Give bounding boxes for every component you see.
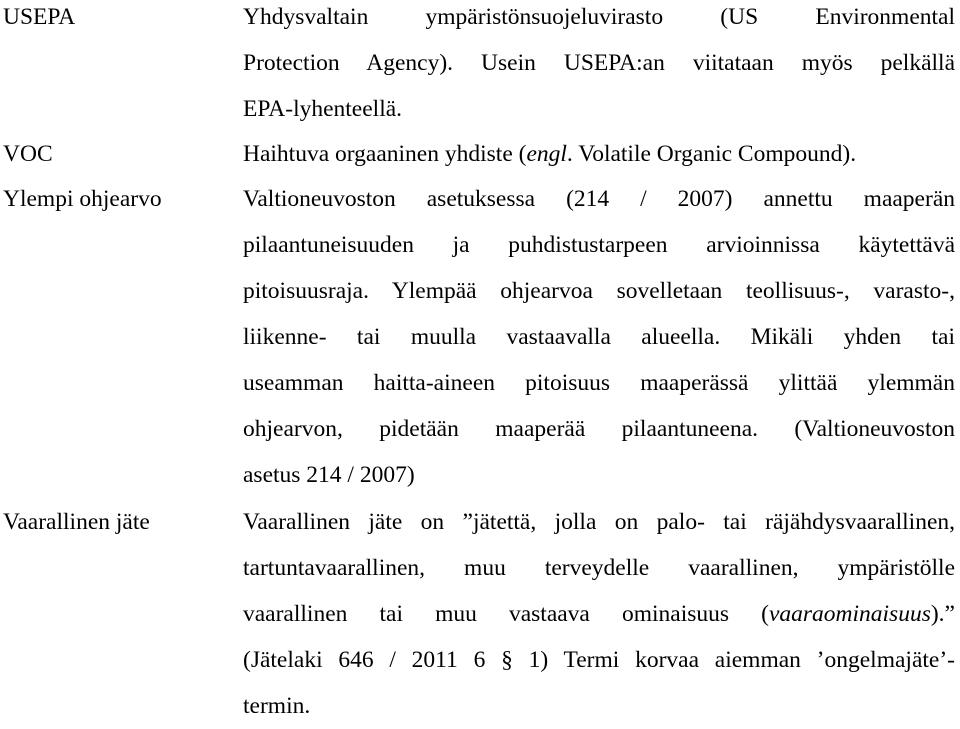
definition-line	[243, 131, 955, 177]
definition-line: ohjearvon, pidetään maaperää pilaantuneena. (Valtioneuvoston	[243, 416, 955, 442]
definition-line: Valtioneuvoston asetuksessa (214 / 2007) annettu maaperän	[243, 186, 955, 212]
definition-line: Vaarallinen jäte on ”jätettä, jolla on palo- tai räjähdysvaarallinen,	[243, 509, 955, 535]
definition-line: asetus 214 / 2007)	[243, 462, 415, 488]
definition-vaarallinen-jate	[243, 499, 955, 729]
definition-italic-text: vaaraominaisuus	[768, 601, 931, 627]
definition-text: Haihtuva orgaaninen yhdiste (	[243, 141, 527, 167]
definition-line: EPA-lyhenteellä.	[243, 96, 403, 122]
term-vaarallinen-jate: Vaarallinen jäte	[3, 509, 150, 535]
definition-line: pitoisuusraja. Ylempää ohjearvoa sovelletaan teollisuus-, varasto-,	[243, 278, 955, 304]
definition-line: tartuntavaarallinen, muu terveydelle vaarallinen, ympäristölle	[243, 555, 955, 581]
definition-line: liikenne- tai muulla vastaavalla alueella. Mikäli yhden tai	[243, 324, 955, 350]
definition-line	[243, 591, 955, 637]
definition-text-segment: vaarallinen tai muu vastaava ominaisuus (	[243, 601, 769, 627]
term-voc: VOC	[3, 141, 53, 167]
definition-line: Yhdysvaltain ympäristönsuojeluvirasto (US Environmental	[243, 4, 955, 30]
definition-line: termin.	[243, 693, 311, 719]
definition-line: (Jätelaki 646 / 2011 6 § 1) Termi korvaa aiemman ’ongelmajäte’-	[243, 647, 955, 673]
definition-line: pilaantuneisuuden ja puhdistustarpeen arvioinnissa käytettävä	[243, 232, 955, 258]
definition-italic-text: engl	[526, 141, 567, 167]
definition-line: Protection Agency). Usein USEPA:an viitataan myös pelkällä	[243, 50, 955, 76]
definition-text: ).”	[930, 601, 955, 627]
definition-text	[243, 591, 769, 637]
definition-usepa	[243, 0, 955, 132]
term-usepa: USEPA	[3, 4, 76, 30]
term-ylempi-ohjearvo: Ylempi ohjearvo	[3, 186, 162, 212]
definition-voc	[243, 131, 955, 177]
definition-text: . Volatile Organic Compound).	[566, 141, 857, 167]
definition-ylempi-ohjearvo	[243, 176, 955, 498]
definition-line: useamman haitta-aineen pitoisuus maaperässä ylittää ylemmän	[243, 370, 955, 396]
